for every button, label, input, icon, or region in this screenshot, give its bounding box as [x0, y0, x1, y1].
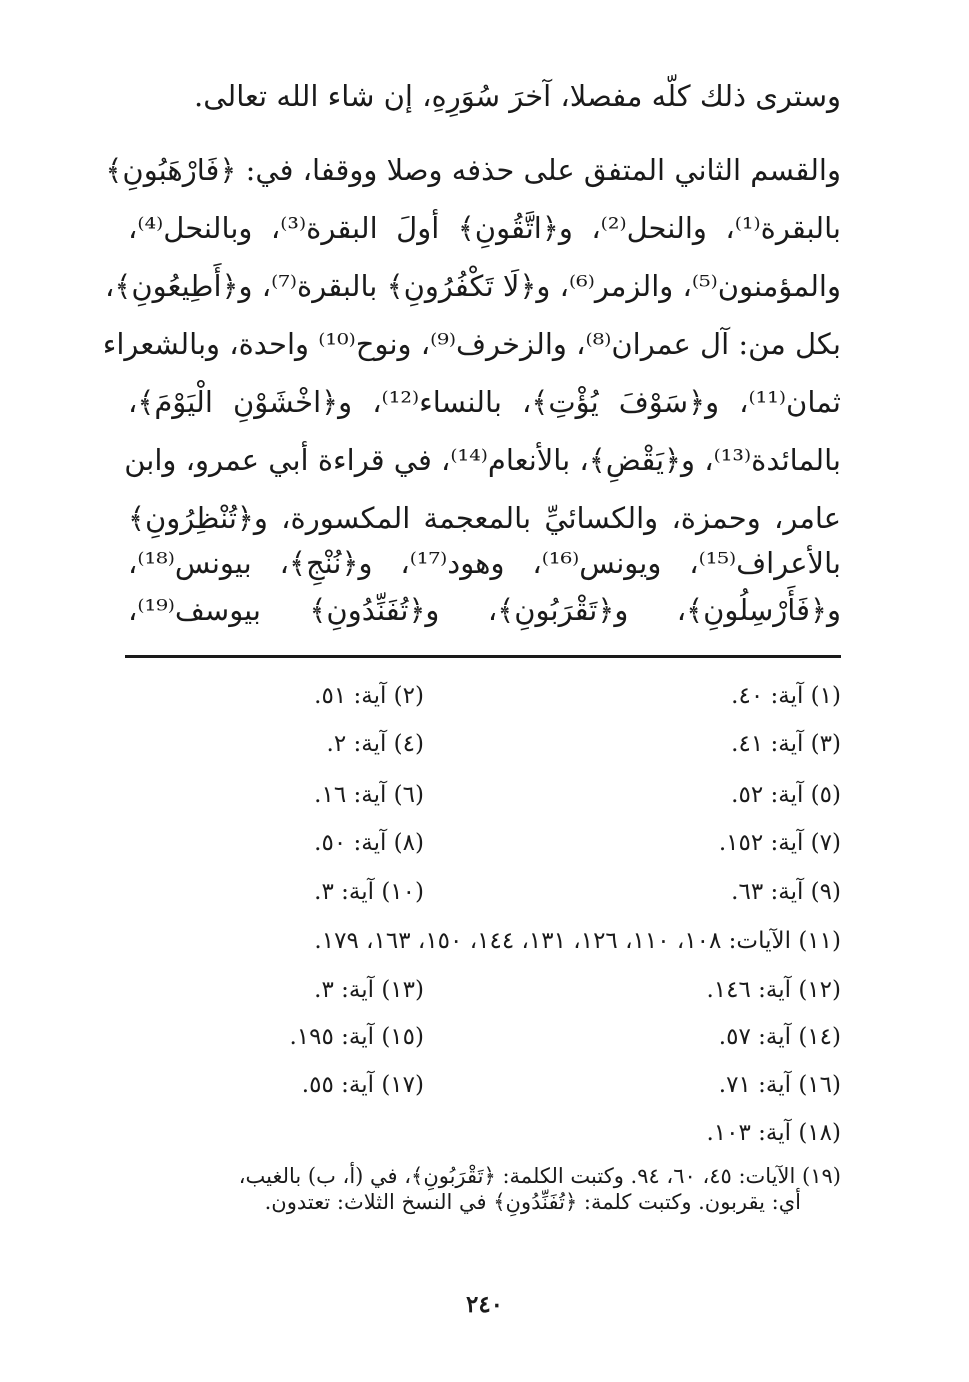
footnote-11: (١١) الآيات: ١٠٨، ١١٠، ١٢٦، ١٣١، ١٤٤، ١٥٠، ١٦٣، ١٧٩.: [314, 928, 841, 954]
footnote-14: (١٤) آية: ٥٧.: [718, 1024, 841, 1050]
footnote-19-line-2: أي: يقربون. وكتبت كلمة: ﴿تُفَنِّدُونِ﴾ في النسخ الثلاث: تعتدون.: [264, 1190, 801, 1214]
body-line-2: والقسم الثاني المتفق على حذفه وصلا ووقفا، في: ﴿فَارْهَبُونِ﴾: [105, 153, 841, 187]
footnote-7: (٧) آية: ١٥٢.: [718, 830, 841, 856]
footnote-15: (١٥) آية: ١٩٥.: [289, 1024, 424, 1050]
footnote-19: [239, 1163, 841, 1215]
footnote-12: (١٢) آية: ١٤٦.: [706, 977, 841, 1003]
body-line-8: عامر، وحمزة، والكسائيِّ بالمعجمة المكسورة، و﴿تُنْظِرُونِ﴾: [128, 501, 841, 535]
body-line-1: وسترى ذلك كلّه مفصلا، آخرَ سُوَرِهِ، إن شاء الله تعالى.: [194, 79, 841, 113]
body-line-7: بالمائدة⁽¹³⁾، و﴿يَقْضِ﴾، بالأنعام⁽¹⁴⁾، في قراءة أبي عمرو، وابن: [124, 443, 841, 477]
body-line-9: بالأعراف⁽¹⁵⁾، ويونس⁽¹⁶⁾، وهود⁽¹⁷⁾، و﴿نُنْجِ﴾، بيونس⁽¹⁸⁾،: [128, 546, 841, 580]
body-line-6: ثمان⁽¹¹⁾، و﴿سَوْفَ يُؤْتِ﴾، بالنساء⁽¹²⁾، و﴿اخْشَوْنِ الْيَوْمَ﴾،: [128, 385, 841, 419]
footnote-8: (٨) آية: ٥٠.: [314, 830, 424, 856]
footnote-17: (١٧) آية: ٥٥.: [301, 1072, 424, 1098]
footnote-4: (٤) آية: ٢.: [326, 731, 424, 757]
page-number: ٢٤٠: [465, 1291, 504, 1318]
footnote-separator: [125, 655, 841, 658]
footnote-9: (٩) آية: ٦٣.: [731, 879, 841, 905]
footnote-1: (١) آية: ٤٠.: [731, 683, 841, 709]
footnote-3: (٣) آية: ٤١.: [731, 731, 841, 757]
body-line-10: و﴿فَأَرْسِلُونِ﴾، و﴿تَقْرَبُونِ﴾، و﴿تُفَنِّدُونِ﴾ بيوسف⁽¹⁹⁾،: [128, 593, 841, 627]
body-line-4: والمؤمنون⁽⁵⁾، والزمر⁽⁶⁾، و﴿لَا تَكْفُرُونِ﴾ بالبقرة⁽⁷⁾، و﴿أَطِيعُونِ﴾،: [105, 269, 841, 303]
body-line-5: بكل من: آل عمران⁽⁸⁾، والزخرف⁽⁹⁾، ونوح⁽¹⁰⁾ واحدة، وبالشعراء: [102, 327, 841, 361]
footnote-18: (١٨) آية: ١٠٣.: [706, 1120, 841, 1146]
footnote-19-line-1: (١٩) الآيات: ٤٥، ٦٠، ٩٤. وكتبت الكلمة: ﴿تَقْرَبُونِ﴾، في (أ، ب) بالغيب،: [238, 1164, 841, 1188]
footnote-16: (١٦) آية: ٧١.: [718, 1072, 841, 1098]
footnote-6: (٦) آية: ١٦.: [314, 782, 424, 808]
footnote-2: (٢) آية: ٥١.: [314, 683, 424, 709]
footnote-10: (١٠) آية: ٣.: [314, 879, 424, 905]
body-line-3: بالبقرة⁽¹⁾، والنحل⁽²⁾، و﴿اتَّقُونِ﴾ أولَ البقرة⁽³⁾، وبالنحل⁽⁴⁾،: [128, 211, 841, 245]
footnote-13: (١٣) آية: ٣.: [314, 977, 424, 1003]
footnote-5: (٥) آية: ٥٢.: [731, 782, 841, 808]
